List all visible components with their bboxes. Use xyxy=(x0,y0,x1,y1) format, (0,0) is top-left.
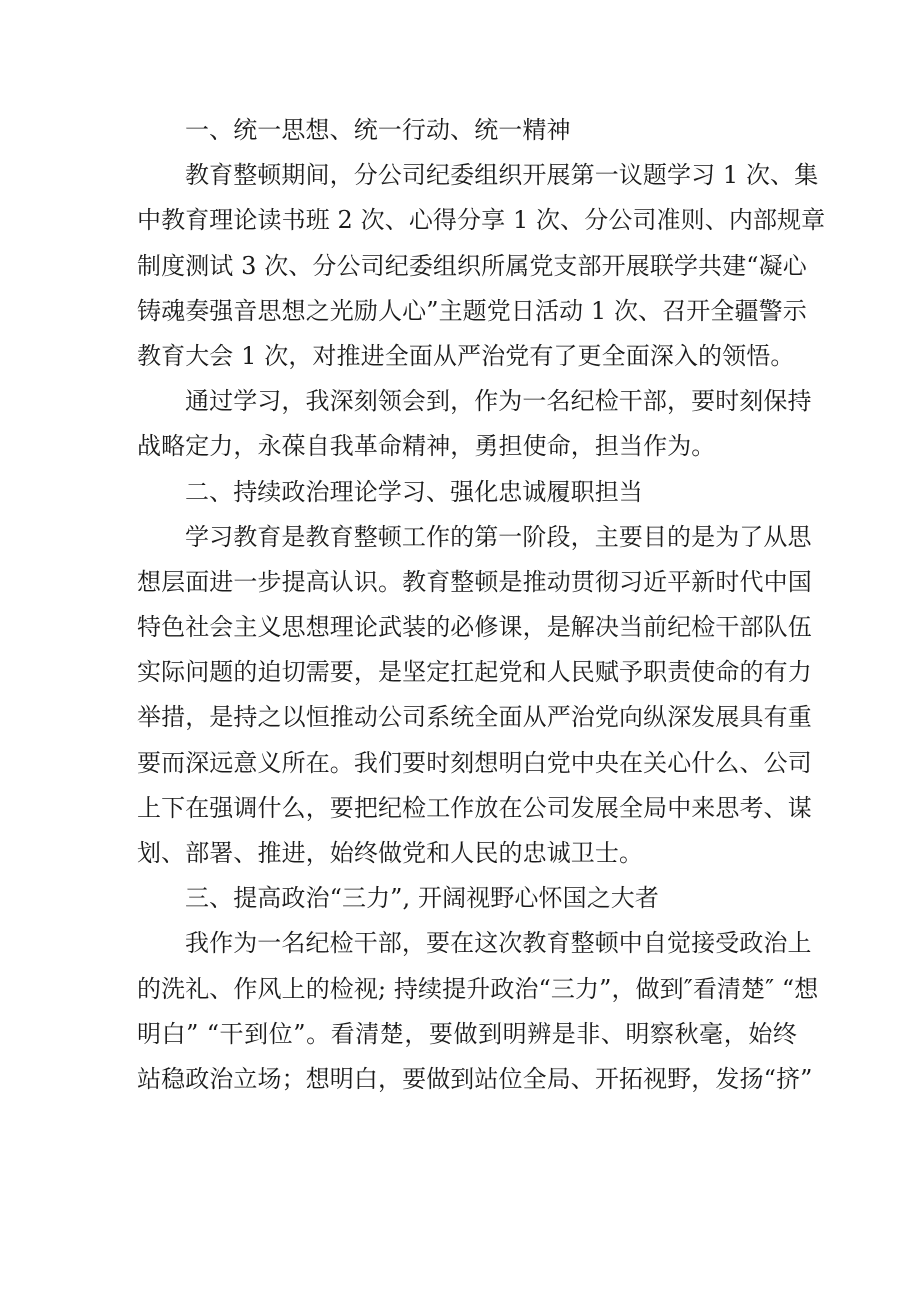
paragraph-line: 想层面进一步提高认识。教育整顿是推动贯彻习近平新时代中国 xyxy=(137,567,812,596)
paragraph-line: 划、部署、推进，始终做党和人民的忠诚卫士。 xyxy=(137,839,644,867)
heading-3: 三、提高政治“三力”, 开阔视野心怀国之大者 xyxy=(185,884,659,913)
paragraph-line: 明白” “干到位”。看清楚，要做到明辨是非、明察秋毫，始终 xyxy=(137,1019,797,1048)
paragraph-line: 教育大会 1 次，对推进全面从严治党有了更全面深入的领悟。 xyxy=(137,341,795,370)
paragraph-line: 中教育理论读书班 2 次、心得分享 1 次、分公司准则、内部规章 xyxy=(137,206,826,235)
paragraph-line: 上下在强调什么，要把纪检工作放在公司发展全局中来思考、谋 xyxy=(137,793,812,822)
paragraph-line: 站稳政治立场；想明白，要做到站位全局、开拓视野，发扬“挤” xyxy=(137,1064,813,1093)
document-body xyxy=(137,108,826,1102)
paragraph-line: 通过学习，我深刻领会到，作为一名纪检干部，要时刻保持 xyxy=(185,387,812,416)
paragraph-line: 学习教育是教育整顿工作的第一阶段，主要目的是为了从思 xyxy=(185,522,812,551)
paragraph-line: 铸魂奏强音思想之光励人心”主题党日活动 1 次、召开全疆警示 xyxy=(137,296,807,325)
paragraph-line: 要而深远意义所在。我们要时刻想明白党中央在关心什么、公司 xyxy=(137,748,812,777)
paragraph-line: 实际问题的迫切需要，是坚定扛起党和人民赋予职责使命的有力 xyxy=(137,658,812,687)
paragraph-line: 战略定力，永葆自我革命精神，勇担使命，担当作为。 xyxy=(137,432,716,461)
paragraph-line: 特色社会主义思想理论武装的必修课，是解决当前纪检干部队伍 xyxy=(137,613,812,642)
paragraph-line: 教育整顿期间，分公司纪委组织开展第一议题学习 1 次、集 xyxy=(185,161,819,190)
heading-2: 二、持续政治理论学习、强化忠诚履职担当 xyxy=(185,477,643,506)
heading-1: 一、统一思想、统一行动、统一精神 xyxy=(185,116,571,144)
paragraph-line: 的洗礼、作风上的检视; 持续提升政治“三力”，做到″看清楚″ “想 xyxy=(137,974,819,1003)
paragraph-line: 举措，是持之以恒推动公司系统全面从严治党向纵深发展具有重 xyxy=(137,703,812,732)
paragraph-line: 制度测试 3 次、分公司纪委组织所属党支部开展联学共建“凝心 xyxy=(137,251,807,280)
paragraph-line: 我作为一名纪检干部，要在这次教育整顿中自觉接受政治上 xyxy=(185,929,812,958)
